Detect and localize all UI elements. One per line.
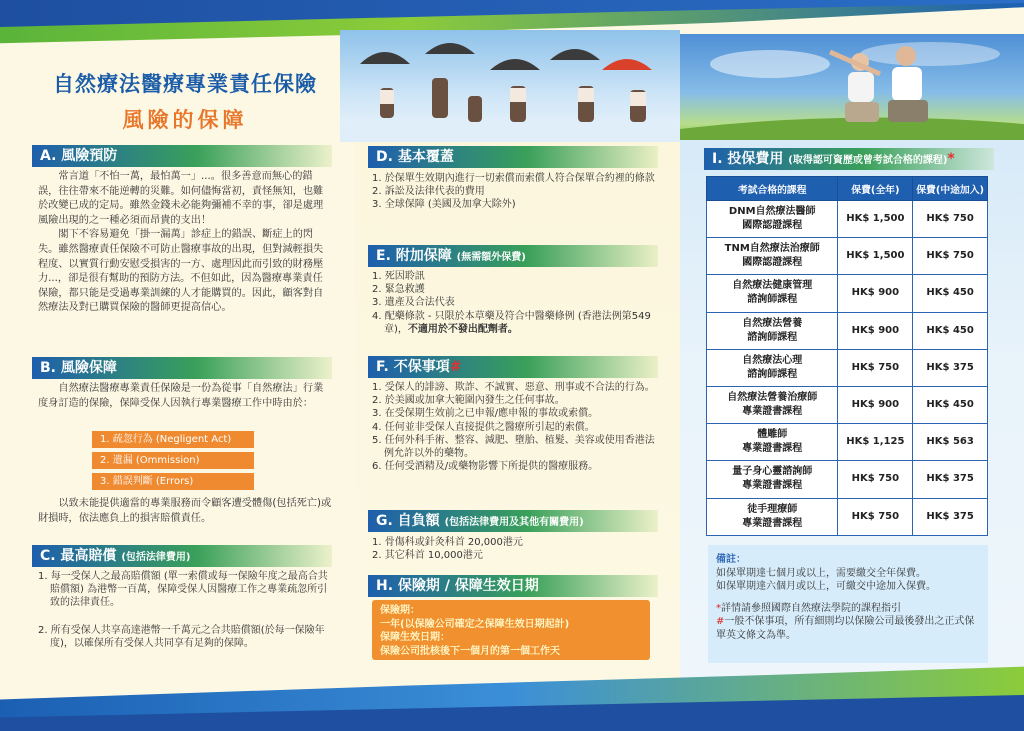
col-header-midterm: 保費(中途加入) xyxy=(913,177,988,201)
course-type: 專業證書課程 xyxy=(742,443,803,455)
title-main: 自然療法醫療專業責任保險 xyxy=(53,72,317,96)
midterm-fee-cell: HK$ 750 xyxy=(913,238,988,275)
course-cell xyxy=(707,498,838,535)
section-e-header-sub: (無需額外保費) xyxy=(456,252,526,263)
section-e-item-3: 3. 遺產及合法代表 xyxy=(372,297,455,309)
section-f-item-6: 6. 任何受酒精及/或藥物影響下所提供的醫療服務。 xyxy=(372,461,599,473)
section-g-item-2: 2. 其它科首 10,000港元 xyxy=(372,550,483,562)
annual-fee-cell: HK$ 900 xyxy=(838,312,913,349)
notes-line-1: 如保單期達七個月或以上，需要繳交全年保費。 xyxy=(716,567,926,579)
section-g-header-text: G. 自負額 xyxy=(376,513,440,529)
annual-fee-cell: HK$ 1,125 xyxy=(838,424,913,461)
course-cell xyxy=(707,424,838,461)
course-type: 諮詢師課程 xyxy=(747,294,798,306)
section-c-header-text: C. 最高賠償 xyxy=(40,548,117,564)
section-e-header xyxy=(368,245,658,267)
annual-fee-cell: HK$ 1,500 xyxy=(838,238,913,275)
notes-hash-text: 一般不保事項，所有細則均以保險公司最後發出之正式保單英文條文為準。 xyxy=(716,616,975,641)
table-row xyxy=(707,498,988,535)
coverage-period-box xyxy=(372,600,650,660)
section-d-item-3: 3. 全球保障 (美國及加拿大除外) xyxy=(372,199,516,211)
course-cell xyxy=(707,312,838,349)
section-e-item-4 xyxy=(372,310,660,336)
midterm-fee-cell: HK$ 450 xyxy=(913,312,988,349)
midterm-fee-cell: HK$ 375 xyxy=(913,498,988,535)
course-name: 自然療法營養治療師 xyxy=(727,392,818,404)
section-f-item-4: 4. 任何並非受保人直接提供之醫療所引起的索償。 xyxy=(372,421,595,433)
section-f-item-3: 3. 在受保期生效前之已申報/應申報的事故或索償。 xyxy=(372,408,599,420)
period-label: 保險期： xyxy=(380,605,420,616)
title-sub: 風險的保障 xyxy=(122,108,248,132)
course-name: 體雕師 xyxy=(757,429,788,441)
section-e-header-text: E. 附加保障 xyxy=(376,248,452,264)
course-type: 諮詢師課程 xyxy=(747,368,798,380)
star-mark: * xyxy=(716,602,721,614)
course-cell xyxy=(707,386,838,423)
course-name: 徒手理療師 xyxy=(747,503,798,515)
section-b-item-3: 3. 錯誤判斷 (Errors) xyxy=(92,473,254,490)
fee-table-header-row xyxy=(707,177,988,201)
section-b-header xyxy=(32,357,332,379)
course-cell xyxy=(707,461,838,498)
section-b-item-2: 2. 遺漏 (Ommission) xyxy=(92,452,254,469)
course-name: 自然療法健康管理 xyxy=(732,280,813,292)
section-a-paragraph-2: 閣下不容易避免「掛一漏萬」診症上的錯誤、斷症上的閃失。雖然醫療責任保險不可防止醫療事故的出現，但對減輕損失程度、以實質行動安慰受損害的一方、處理因此而引致的財務壓力...，卻是很有幫助的預防方法。不但如此，因為醫療專業責任保險，都只能是受過專業訓練的人才能購買的。因此，顧客對自然療法及對已購買保險的醫師更提高信心。 xyxy=(38,229,324,314)
course-name: DNM自然療法醫師 xyxy=(728,206,816,218)
premium-fee-table xyxy=(706,176,988,536)
section-d-item-2: 2. 訴訟及法律代表的費用 xyxy=(372,186,485,198)
course-cell xyxy=(707,275,838,312)
elderly-couple-photo xyxy=(680,34,1024,140)
course-cell xyxy=(707,349,838,386)
section-a-paragraph-1: 常言道「不怕一萬，最怕萬一」...。很多善意而無心的錯誤，往往帶來不能逆轉的災難。如何儘悔當初，責怪無知，也難於改變已成的定局。雖然金錢未必能夠彌補不幸的事，卻是處理風險出現的之一種必須而昂貴的支出！ xyxy=(38,171,324,226)
section-g-header-sub: (包括法律費用及其他有關費用) xyxy=(444,517,584,528)
notes-hash-line xyxy=(716,615,980,642)
notes-star-text: 詳情請參照國際自然療法學院的課程指引 xyxy=(721,602,901,614)
table-row xyxy=(707,386,988,423)
section-c-header xyxy=(32,545,332,567)
section-a-header xyxy=(32,145,332,167)
section-b-intro xyxy=(38,382,332,411)
section-e-item-4-bold: 不適用於不發出配劑者。 xyxy=(407,323,518,335)
section-d-item-1: 1. 於保單生效期內進行一切索償而索償人符合保單合約裡的條款 xyxy=(372,173,655,184)
course-name: 自然療法心理 xyxy=(742,354,803,366)
midterm-fee-cell: HK$ 450 xyxy=(913,275,988,312)
section-e-item-1: 1. 死因聆訊 xyxy=(372,271,425,282)
section-i-header-text: I. 投保費用 xyxy=(712,151,784,167)
section-d-header xyxy=(368,146,658,168)
umbrella-jumpers-illustration xyxy=(340,30,680,142)
course-cell xyxy=(707,238,838,275)
section-g-list xyxy=(372,536,660,562)
section-c-list xyxy=(38,570,332,650)
section-f-item-1: 1. 受保人的誹謗、欺詐、不誠實、惡意、刑事或不合法的行為。 xyxy=(372,382,655,393)
col-header-annual: 保費(全年) xyxy=(838,177,913,201)
notes-line-2: 如保單期達六個月或以上，可繳交中途加入保費。 xyxy=(716,581,936,592)
section-b-header-text: B. 風險保障 xyxy=(40,360,117,376)
course-cell xyxy=(707,201,838,238)
annual-fee-cell: HK$ 750 xyxy=(838,461,913,498)
annual-fee-cell: HK$ 900 xyxy=(838,386,913,423)
table-row xyxy=(707,312,988,349)
section-e-item-4-text: 4. 配藥條款 - 只限於本草藥及符合中醫藥條例 (香港法例第549章)， xyxy=(372,310,651,335)
course-name: TNM自然療法治療師 xyxy=(724,243,820,255)
effective-date-label: 保障生效日期： xyxy=(380,632,450,643)
section-b-outro xyxy=(38,497,332,526)
midterm-fee-cell: HK$ 375 xyxy=(913,461,988,498)
section-g-header xyxy=(368,510,658,532)
annual-fee-cell: HK$ 750 xyxy=(838,349,913,386)
midterm-fee-cell: HK$ 375 xyxy=(913,349,988,386)
section-d-list xyxy=(372,172,660,212)
table-row xyxy=(707,461,988,498)
section-e-item-2: 2. 緊急救護 xyxy=(372,284,425,296)
table-row xyxy=(707,424,988,461)
section-c-header-sub: (包括法律費用) xyxy=(121,552,191,563)
course-type: 專業證書課程 xyxy=(742,406,803,418)
course-name: 量子身心靈諮詢師 xyxy=(732,466,813,478)
elderly-couple-illustration xyxy=(680,34,1024,140)
annual-fee-cell: HK$ 1,500 xyxy=(838,201,913,238)
section-h-header xyxy=(368,575,658,597)
section-d-header-text: D. 基本覆蓋 xyxy=(376,149,454,165)
section-c-item-2: 2. 所有受保人共享高達港幣一千萬元之合共賠償額(於每一保險年度)，以確保所有受保人共同享有足夠的保障。 xyxy=(38,624,325,649)
section-i-header-sub: (取得認可資歷或曾考試合格的課程) xyxy=(788,155,948,166)
table-row xyxy=(707,349,988,386)
notes-box xyxy=(708,545,988,663)
period-value: 一年(以保險公司確定之保障生效日期起計) xyxy=(380,618,570,630)
annual-fee-cell: HK$ 900 xyxy=(838,275,913,312)
section-b-intro-text: 自然療法醫療專業責任保險是一份為從事「自然療法」行業度身訂造的保險，保障受保人因執行專業醫療工作中時由於： xyxy=(38,383,324,409)
hash-mark: # xyxy=(716,616,725,627)
section-e-list xyxy=(372,270,660,336)
course-type: 國際認證課程 xyxy=(742,220,803,232)
effective-date-value: 保險公司批核後下一個月的第一個工作天 xyxy=(380,645,560,657)
table-row xyxy=(707,238,988,275)
section-f-hash-mark: # xyxy=(449,359,462,375)
section-f-list xyxy=(372,381,660,473)
notes-title: 備註： xyxy=(716,554,746,565)
annual-fee-cell: HK$ 750 xyxy=(838,498,913,535)
midterm-fee-cell: HK$ 450 xyxy=(913,386,988,423)
section-a-header-text: A. 風險預防 xyxy=(40,148,118,164)
midterm-fee-cell: HK$ 563 xyxy=(913,424,988,461)
course-type: 諮詢師課程 xyxy=(747,331,798,343)
section-i-star-mark: * xyxy=(947,151,955,167)
course-type: 專業證書課程 xyxy=(742,480,803,492)
section-b-outro-text: 以致未能提供適當的專業服務而令顧客遭受體傷(包括死亡)或財損時，依法應負上的損害賠償責任。 xyxy=(38,498,332,524)
section-b-item-1: 1. 疏忽行為 (Negligent Act) xyxy=(92,431,254,448)
section-h-header-text: H. 保險期 / 保障生效日期 xyxy=(376,578,539,594)
umbrella-jumpers-photo xyxy=(340,30,680,142)
table-row xyxy=(707,201,988,238)
midterm-fee-cell: HK$ 750 xyxy=(913,201,988,238)
section-g-item-1: 1. 骨傷科或針灸科首 20,000港元 xyxy=(372,537,523,548)
col-header-course: 考試合格的課程 xyxy=(707,177,838,201)
section-f-item-5: 5. 任何外科手術、整容、減肥、墮胎、植髮、美容或使用香港法例允許以外的藥物。 xyxy=(372,434,655,460)
section-c-item-1: 1. 每一受保人之最高賠償額 (單一索償或每一保險年度之最高合共賠償額) 為港幣一百萬，保障受保人因醫療工作之專業疏忽所引致的法律責任。 xyxy=(38,571,328,609)
notes-star-line xyxy=(716,602,980,616)
table-row xyxy=(707,275,988,312)
course-type: 專業證書課程 xyxy=(742,517,803,529)
course-type: 國際認證課程 xyxy=(742,257,803,269)
section-f-item-2: 2. 於美國或加拿大範圍內發生之任何事故。 xyxy=(372,395,565,407)
section-a-body xyxy=(38,170,332,316)
section-f-header-text: F. 不保事項 xyxy=(376,359,450,375)
section-i-header xyxy=(704,148,994,170)
brochure-title xyxy=(30,68,340,134)
section-f-header xyxy=(368,356,658,378)
course-name: 自然療法營養 xyxy=(742,317,803,329)
